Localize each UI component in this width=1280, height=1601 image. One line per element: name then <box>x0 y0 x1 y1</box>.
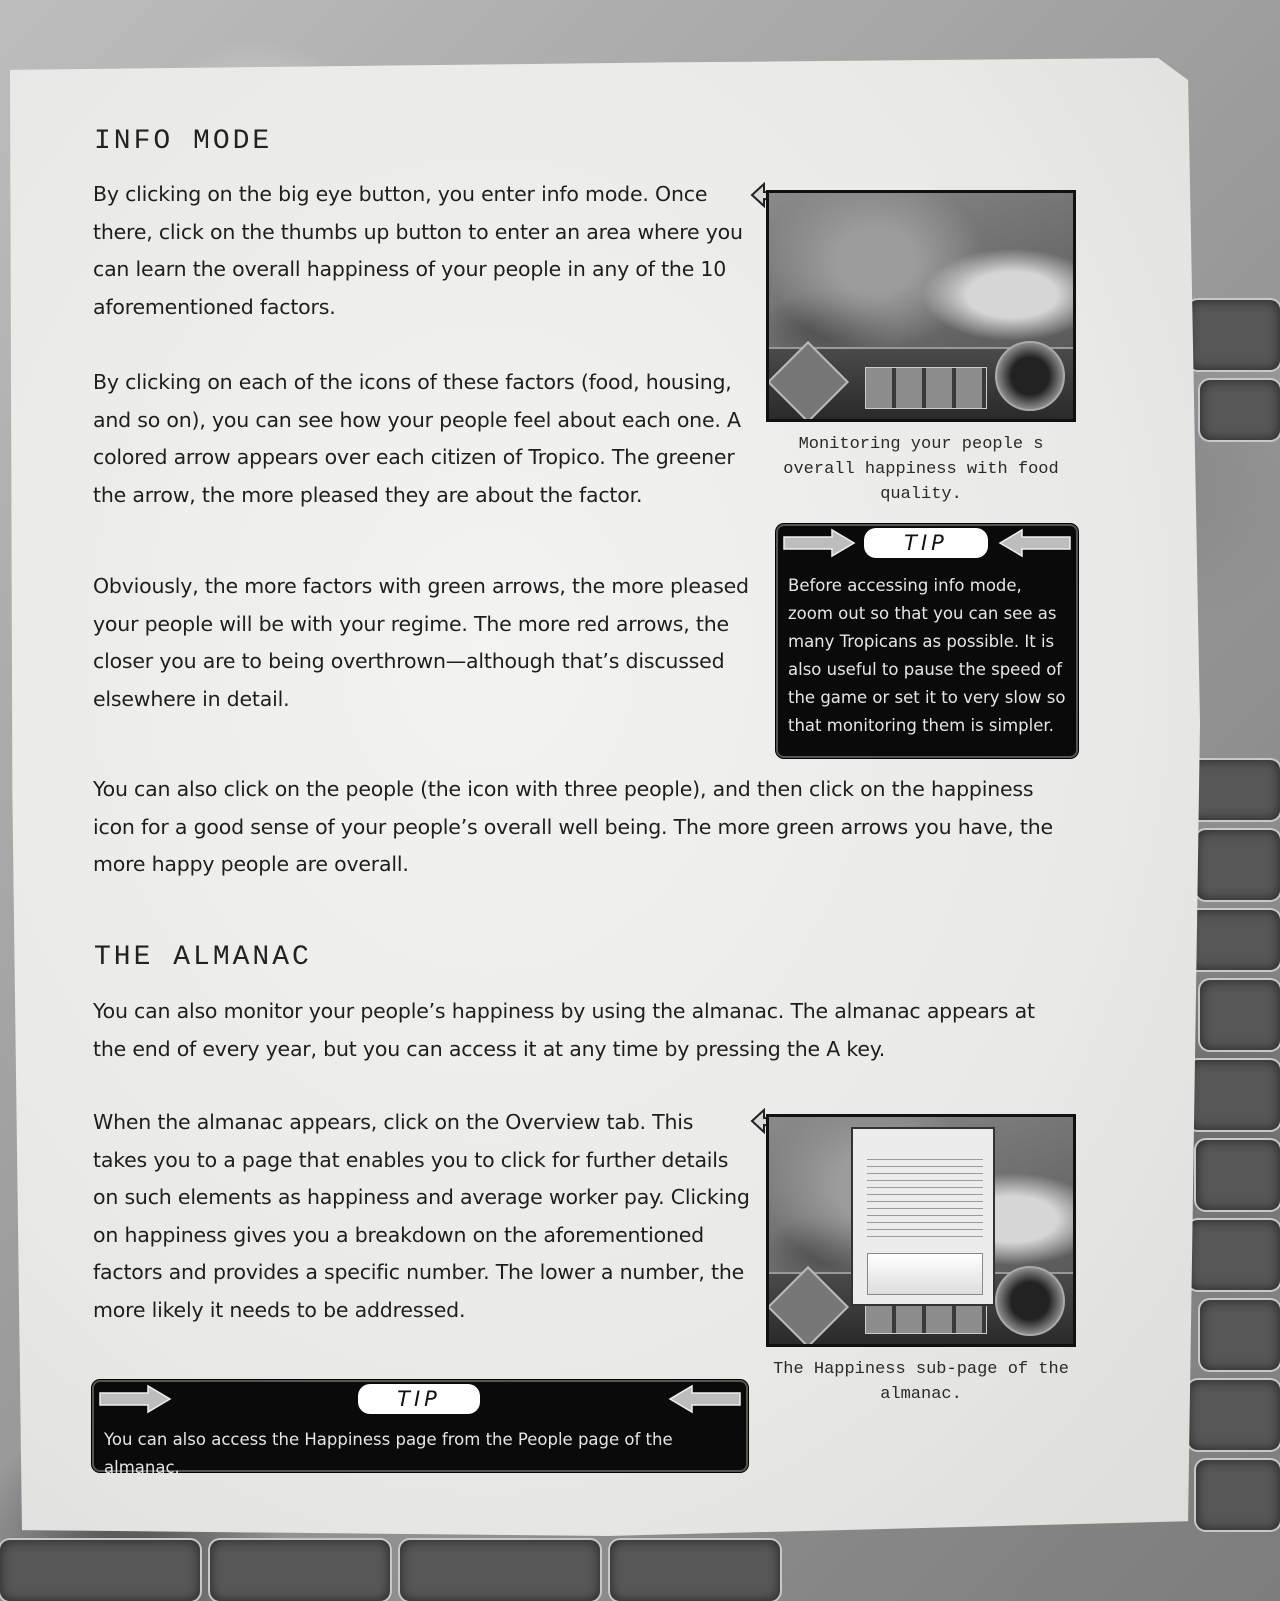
figure-caption: Monitoring your people s overall happiness with food quality. <box>783 435 1059 504</box>
screenshot-almanac-happiness <box>766 1114 1076 1347</box>
arrow-left-icon <box>668 1384 742 1414</box>
tip-label: TIP <box>864 528 988 558</box>
tip-box <box>92 1380 748 1477</box>
arrow-right-icon <box>782 528 856 558</box>
paragraph: You can also monitor your people’s happiness by using the almanac. The almanac appears at the end of every year, but you can access it at any time by pressing the A key. <box>93 999 1035 1061</box>
tip-text: You can also access the Happiness page from the People page of the almanac. <box>104 1430 673 1477</box>
tip-box <box>776 524 1078 758</box>
paragraph: When the almanac appears, click on the Overview tab. This takes you to a page that enables you to click for further details on such elements as happiness and average worker pay. Clicking on happiness gives you a breakdown on the aforementioned factors and provides a specific number. The lower a number, the more likely it needs to be addressed. <box>93 1110 750 1322</box>
section-heading-info-mode: INFO MODE <box>94 126 273 157</box>
section-heading-almanac: THE ALMANAC <box>94 942 312 973</box>
figure-caption: The Happiness sub-page of the almanac. <box>773 1360 1069 1404</box>
paragraph: By clicking on the big eye button, you enter info mode. Once there, click on the thumbs up button to enter an area where you can learn the overall happiness of your people in any of the 10 aforementioned factors. <box>93 182 743 319</box>
paragraph: Obviously, the more factors with green arrows, the more pleased your people will be with your regime. The more red arrows, the closer you are to being overthrown—although that’s discussed elsewhere in detail. <box>93 574 749 711</box>
tip-label: TIP <box>358 1384 480 1414</box>
screenshot-info-mode <box>766 190 1076 422</box>
arrow-right-icon <box>98 1384 172 1414</box>
paragraph: You can also click on the people (the icon with three people), and then click on the happiness icon for a good sense of your people’s overall well being. The more green arrows you have, the more happy people are overall. <box>93 777 1053 876</box>
arrow-left-icon <box>998 528 1072 558</box>
tip-text: Before accessing info mode, zoom out so that you can see as many Tropicans as possible. It is also useful to pause the speed of the game or set it to very slow so that monitoring them is simpler. <box>788 576 1066 735</box>
paragraph: By clicking on each of the icons of these factors (food, housing, and so on), you can see how your people feel about each one. A colored arrow appears over each citizen of Tropico. The greener the arrow, the more pleased they are about the factor. <box>93 370 741 507</box>
